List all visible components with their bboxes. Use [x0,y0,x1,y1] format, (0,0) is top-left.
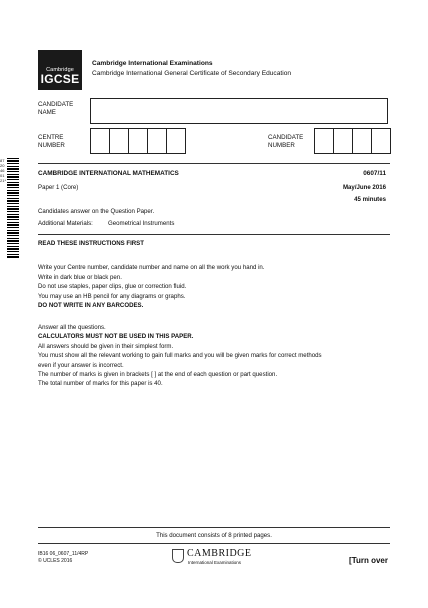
centre-number-cell[interactable] [128,128,148,154]
candidate-name-label [38,101,73,117]
exam-session: May/June 2016 [342,184,386,191]
org-name: Cambridge International Examinations [92,60,213,67]
subject-title: CAMBRIDGE INTERNATIONAL MATHEMATICS [38,170,179,177]
logo-top-text: Cambridge [46,67,74,73]
instruction-line: The number of marks is given in brackets [ ] at the end of each question or part question. [38,371,278,379]
instruction-line: DO NOT WRITE IN ANY BARCODES. [38,302,144,310]
paper-code: 0607/11 [363,170,386,177]
cambridge-subtext: International Examinations [188,560,242,565]
instructions-heading: READ THESE INSTRUCTIONS FIRST [38,240,144,247]
cambridge-crest-icon [172,549,184,563]
candidate-number-cell[interactable] [352,128,372,154]
candidate-number-cell[interactable] [333,128,353,154]
divider [38,234,390,235]
igcse-logo [38,50,82,90]
centre-number-cell[interactable] [147,128,167,154]
materials-label: Additional Materials: [38,220,93,227]
candidate-number-label-l1: CANDIDATE [268,134,304,141]
candidate-name-field[interactable] [90,98,388,124]
barcode-digits: 8720460121* [0,158,7,183]
divider [38,163,390,164]
centre-number-field[interactable] [90,128,185,154]
instruction-line: You may use an HB pencil for any diagrams or graphs. [38,292,186,300]
instruction-line: Write in dark blue or black pen. [38,273,122,281]
instructions-block-1 [38,263,398,311]
instruction-line: All answers should be given in their simplest form. [38,342,174,350]
instruction-line: CALCULATORS MUST NOT BE USED IN THIS PAPER. [38,333,194,341]
candidate-number-label [268,134,303,150]
exam-duration: 45 minutes [354,196,386,203]
centre-number-cell[interactable] [90,128,110,154]
centre-number-label-l2: NUMBER [38,142,65,149]
candidate-number-cell[interactable] [371,128,391,154]
instruction-line: even if your answer is incorrect. [38,361,124,369]
instruction-line: Write your Centre number, candidate number and name on all the work you hand in. [38,264,265,271]
centre-number-label-l1: CENTRE [38,134,64,141]
footer-divider [38,543,390,544]
candidate-number-field[interactable] [314,128,390,154]
pages-note: This document consists of 8 printed pages. [156,532,272,539]
footer-ref: IB16 06_0607_11/4RP [38,551,89,557]
candidate-number-label-l2: NUMBER [268,142,295,149]
candidate-name-label-l1: CANDIDATE [38,101,74,108]
paper-name: Paper 1 (Core) [38,184,79,191]
turn-over-label: [Turn over [349,556,388,565]
instruction-line: The total number of marks for this paper is 40. [38,380,163,388]
logo-main-text: IGCSE [40,72,80,86]
materials-value: Geometrical Instruments [108,220,175,227]
instruction-line: Do not use staples, paper clips, glue or correction fluid. [38,283,187,291]
qualification-name: Cambridge International General Certificate of Secondary Education [92,70,292,77]
centre-number-label [38,134,65,150]
footer-copyright: © UCLES 2016 [38,558,73,564]
cambridge-wordmark: CAMBRIDGE [187,548,252,559]
barcode [7,158,19,258]
instruction-line: Answer all the questions. [38,324,106,331]
centre-number-cell[interactable] [109,128,129,154]
instructions-block-2 [38,323,408,389]
candidate-name-label-l2: NAME [38,109,56,116]
footer-ref-block [38,551,88,565]
footer-divider [38,527,390,528]
centre-number-cell[interactable] [166,128,186,154]
candidate-number-cell[interactable] [314,128,334,154]
instruction-line: You must show all the relevant working to gain full marks and you will be given marks for correct methods [38,352,322,360]
answer-note: Candidates answer on the Question Paper. [38,208,155,215]
